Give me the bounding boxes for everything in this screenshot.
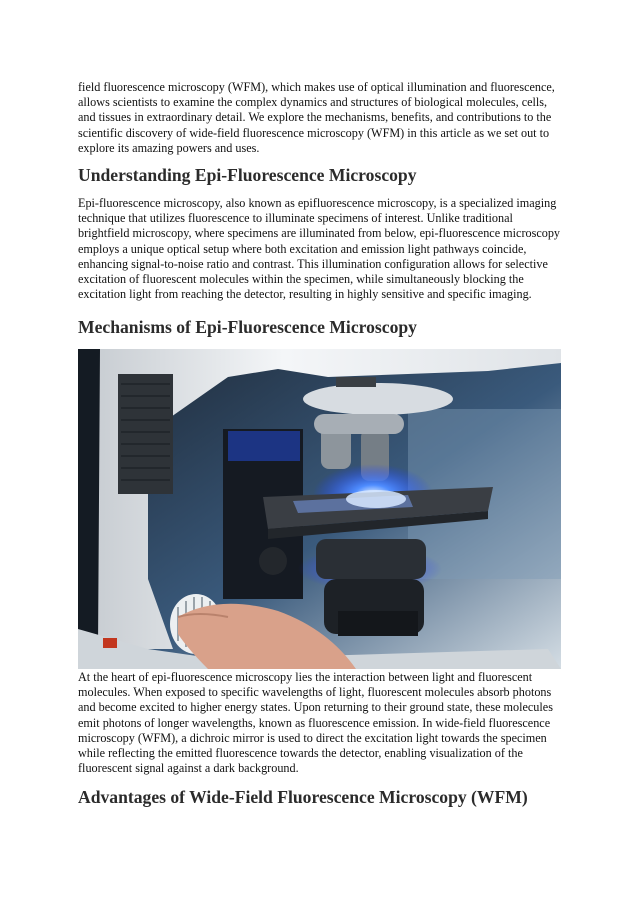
section-paragraph-understanding: Epi-fluorescence microscopy, also known as epifluorescence microscopy, is a specialized imaging technique that utilizes fluorescence to illuminate specimens of interest. Unlike traditional brightfield microscopy, where specimens are illuminated from below, epi-fluorescence microscopy employs a unique optical setup where both excitation and emission light pathways coincide, enhancing signal-to-noise ratio and contrast. This illumination configuration allows for selective excitation of fluorescent molecules within the specimen, while simultaneously blocking the excitation light from reaching the detector, resulting in highly sensitive and specific imaging.: [78, 196, 561, 302]
microscope-photo: [78, 349, 561, 669]
section-paragraph-mechanisms: At the heart of epi-fluorescence microscopy lies the interaction between light and fluorescent molecules. When exposed to specific wavelengths of light, fluorescent molecules absorb photons and become excited to higher energy states. Upon returning to their ground state, these molecules emit photons of longer wavelengths, known as fluorescence emission. In wide-field fluorescence microscopy (WFM), a dichroic mirror is used to direct the excitation light towards the specimen while reflecting the emitted fluorescence towards the detector, enabling visualization of the fluorescent signal against a dark background.: [78, 670, 553, 776]
section-heading-understanding: Understanding Epi-Fluorescence Microscopy: [78, 165, 417, 185]
intro-paragraph: field fluorescence microscopy (WFM), which makes use of optical illumination and fluorescence, allows scientists to examine the complex dynamics and structures of biological molecules, cells, and tissues in extraordinary detail. We explore the mechanisms, benefits, and contributions to the scientific discovery of wide-field fluorescence microscopy (WFM) in this article as we set out to explore its amazing powers and uses.: [78, 80, 555, 155]
section-heading-advantages: Advantages of Wide-Field Fluorescence Microscopy (WFM): [78, 787, 528, 807]
section-heading-mechanisms: Mechanisms of Epi-Fluorescence Microscopy: [78, 317, 417, 337]
